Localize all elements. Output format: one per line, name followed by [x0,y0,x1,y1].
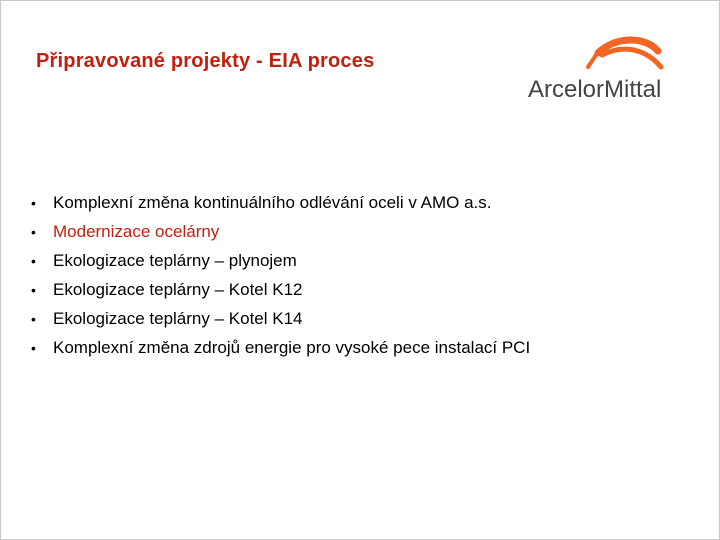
bullet-item [31,275,530,304]
arcelormittal-logo [526,31,671,106]
bullet-icon: • [31,281,36,298]
bullet-text: Ekologizace teplárny – Kotel K14 [53,308,303,328]
bullet-icon: • [31,194,36,211]
bullet-icon: • [31,223,36,240]
logo-text: ArcelorMittal [528,76,662,103]
bullet-text: Ekologizace teplárny – Kotel K12 [53,279,303,299]
bullet-text: Komplexní změna kontinuálního odlévání oceli v AMO a.s. [53,192,492,212]
bullet-icon: • [31,252,36,269]
bullet-icon: • [31,339,36,356]
bullet-list [31,188,530,362]
bullet-item [31,188,530,217]
bullet-item [31,246,530,275]
bullet-icon: • [31,310,36,327]
bullet-item [31,304,530,333]
bullet-text: Komplexní změna zdrojů energie pro vysoké pece instalací PCI [53,337,531,357]
bullet-text: Ekologizace teplárny – plynojem [53,250,297,270]
bullet-text: Modernizace ocelárny [53,221,220,241]
logo-graphic [526,31,671,106]
bullet-item [31,217,530,246]
slide-title: Připravované projekty - EIA proces [36,50,375,72]
bullet-item [31,333,530,362]
